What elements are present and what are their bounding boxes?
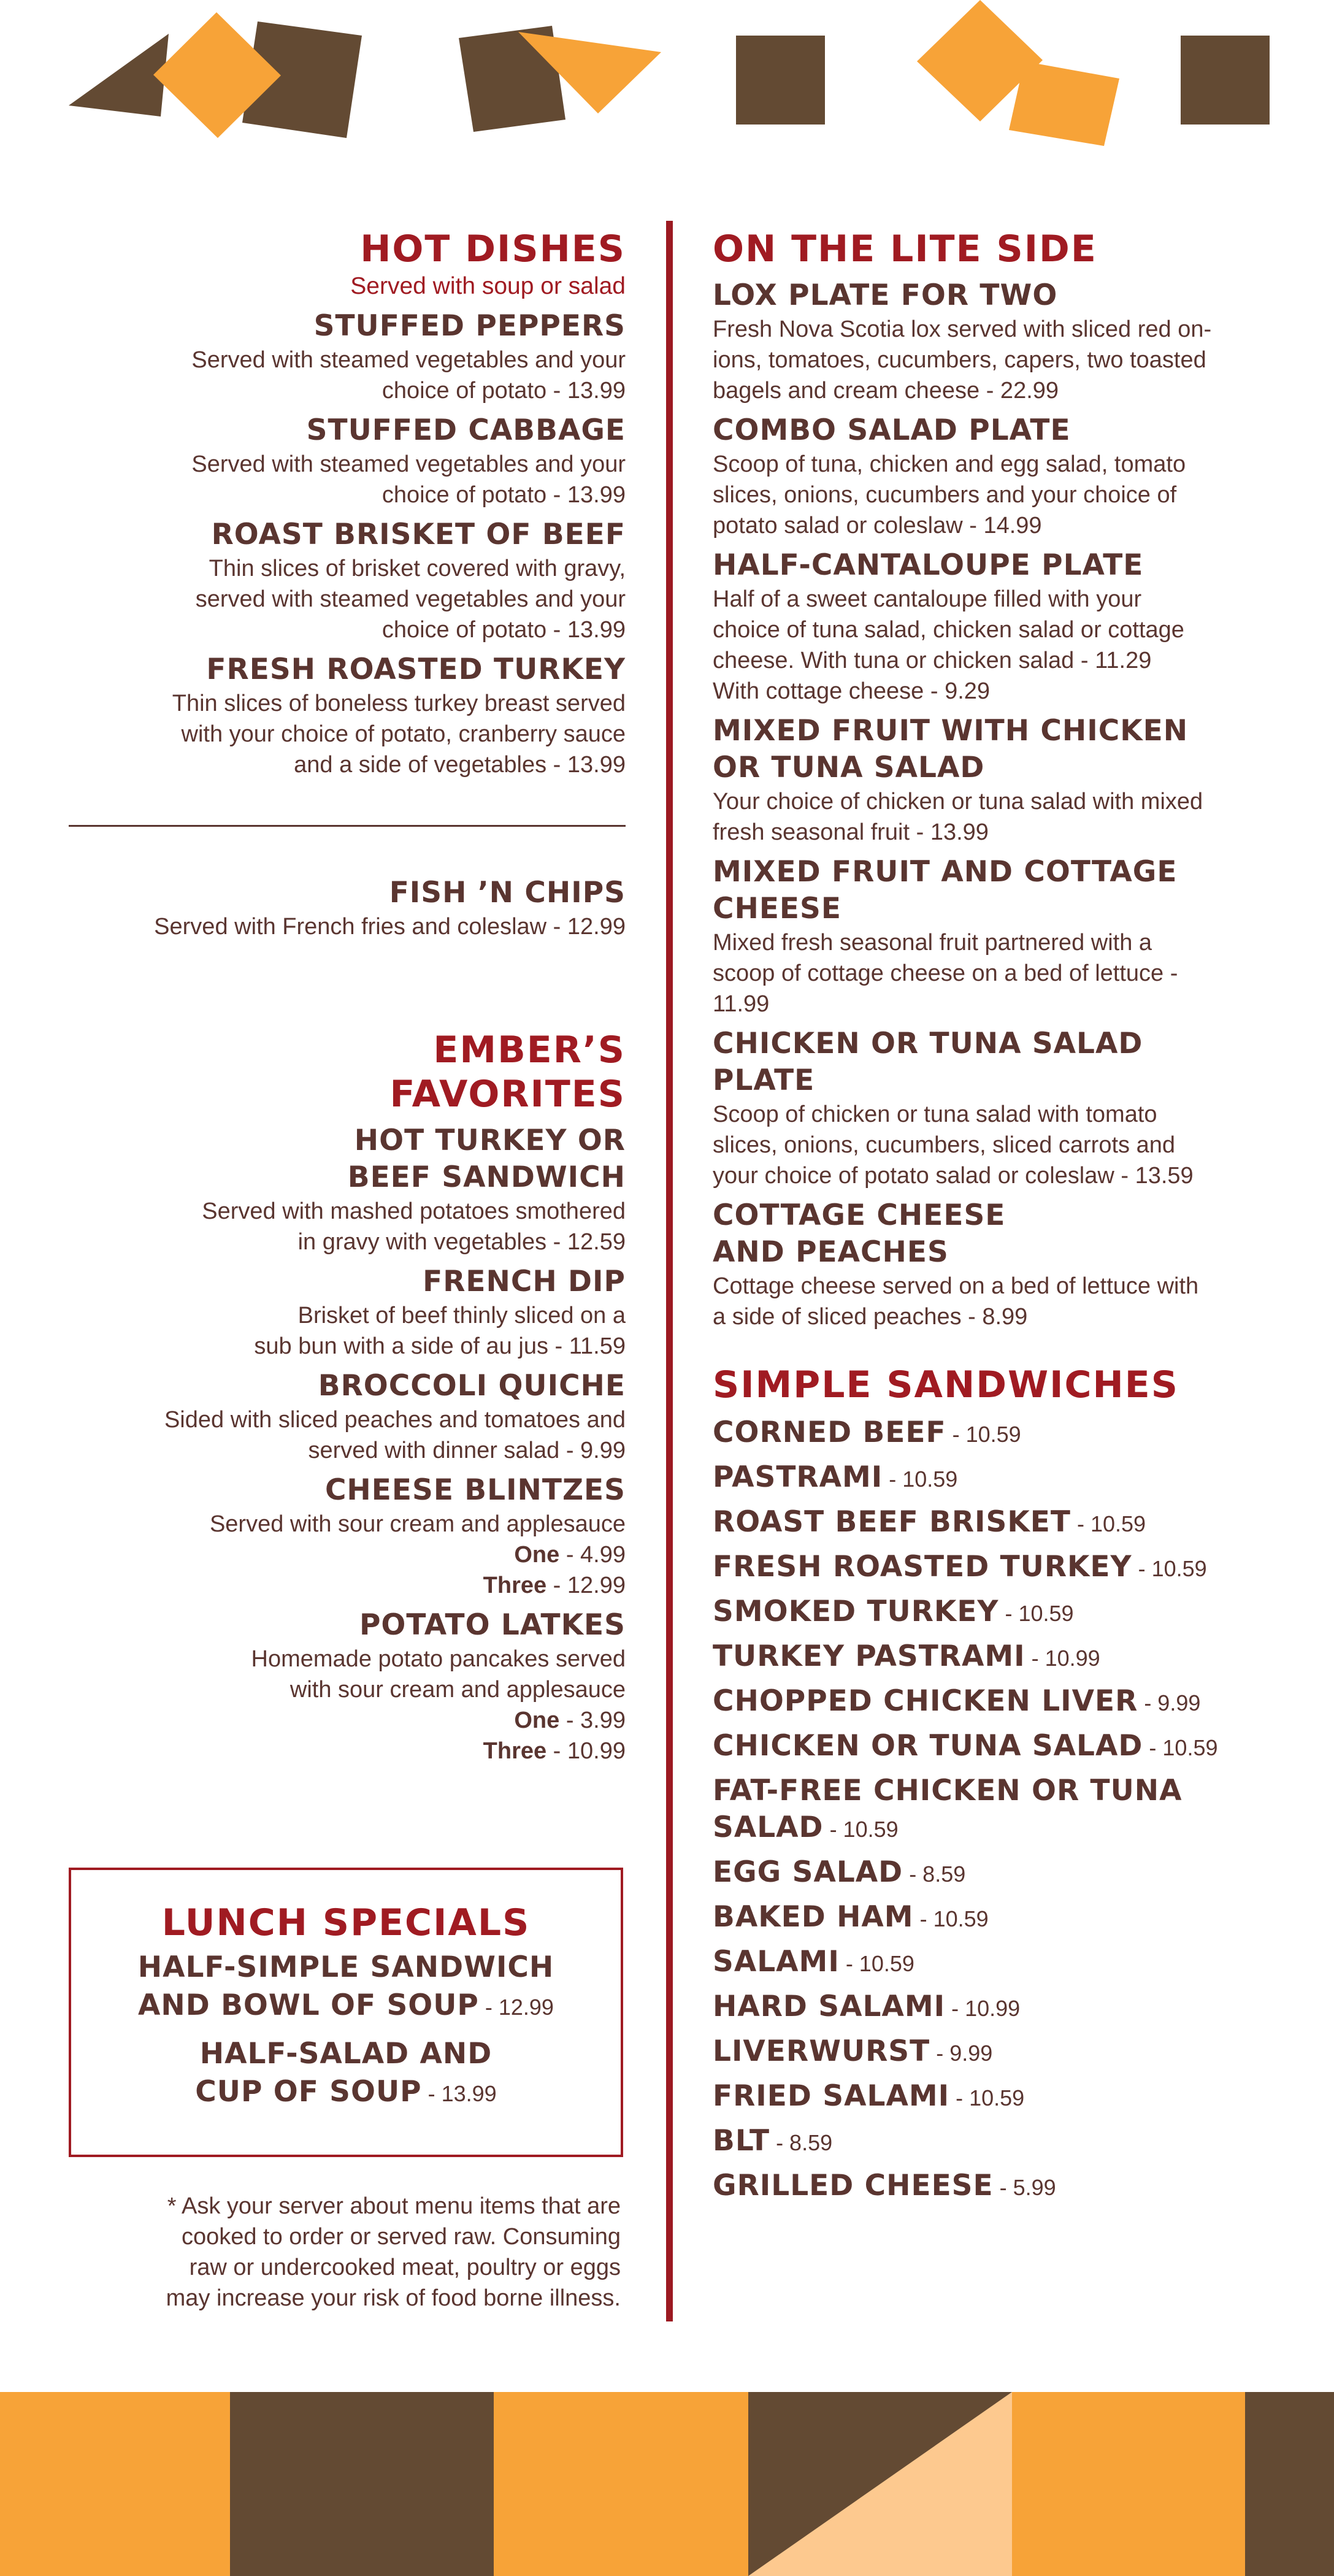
lunch-special-item: HALF-SIMPLE SANDWICH AND BOWL OF SOUP - 12.99	[137, 1950, 554, 2022]
hot-dishes-subtitle: Served with soup or salad	[350, 273, 626, 299]
top-decorative-shapes	[0, 0, 1334, 159]
item-description: Thin slices of boneless turkey breast served with your choice of potato, cranberry sauce and a side of vegetables - 13.99	[172, 691, 626, 778]
item-description: Served with sour cream and applesauce One - 4.99 Three - 12.99	[69, 1509, 626, 1601]
band-orange-block	[494, 2392, 748, 2576]
sandwich-item: EGG SALAD - 8.59	[713, 1855, 966, 1889]
sandwich-item: TURKEY PASTRAMI - 10.99	[713, 1639, 1100, 1673]
horizontal-divider	[69, 825, 626, 827]
sandwich-item: ROAST BEEF BRISKET - 10.59	[713, 1505, 1146, 1539]
menu-item	[713, 1197, 1252, 1332]
menu-item	[713, 547, 1252, 707]
menu-item	[713, 412, 1252, 541]
band-orange-block	[1012, 2392, 1245, 2576]
sandwich-item: CHOPPED CHICKEN LIVER - 9.99	[713, 1684, 1201, 1718]
menu-item	[69, 1263, 626, 1362]
item-name: HOT TURKEY OR BEEF SANDWICH	[347, 1124, 626, 1194]
item-description: Brisket of beef thinly sliced on a sub bun with a side of au jus - 11.59	[254, 1303, 626, 1359]
price-option: One - 4.99	[514, 1542, 626, 1568]
menu-item	[69, 1122, 626, 1257]
item-description: Served with French fries and coleslaw - 12.99	[154, 914, 626, 940]
band-brown-block	[1245, 2392, 1334, 2576]
item-name: STUFFED CABBAGE	[306, 413, 626, 447]
allergy-note: * Ask your server about menu items that are cooked to order or served raw. Consuming raw or undercooked meat, poultry or eggs may increase your risk of food borne illness.	[166, 2193, 621, 2311]
sandwich-item: BLT - 8.59	[713, 2124, 833, 2158]
lunch-specials-box	[69, 1868, 623, 2157]
menu-item	[69, 516, 626, 645]
menu-item	[713, 854, 1252, 1019]
deco-square	[736, 36, 825, 125]
embers-favorites-section	[69, 1028, 626, 1766]
price-option: Three - 10.99	[483, 1738, 626, 1764]
item-name: STUFFED PEPPERS	[313, 309, 626, 343]
menu-item	[713, 713, 1252, 848]
item-description: Served with steamed vegetables and your choice of potato - 13.99	[191, 451, 626, 508]
sandwich-item: FRESH ROASTED TURKEY - 10.59	[713, 1550, 1207, 1584]
menu-item	[69, 651, 626, 780]
embers-title: EMBER’S FAVORITES	[389, 1029, 626, 1116]
price-option: One - 3.99	[514, 1708, 626, 1733]
sandwich-item: SALAMI - 10.59	[713, 1945, 914, 1979]
hot-dishes-section	[69, 227, 626, 780]
menu-item	[69, 412, 626, 510]
item-description: Sided with sliced peaches and tomatoes and served with dinner salad - 9.99	[164, 1407, 626, 1463]
item-description: Scoop of tuna, chicken and egg salad, tomato slices, onions, cucumbers and your choice of potato salad or coleslaw - 14.99	[713, 451, 1186, 539]
sandwich-item: CORNED BEEF - 10.59	[713, 1416, 1021, 1449]
item-name: MIXED FRUIT AND COTTAGE CHEESE	[713, 855, 1178, 926]
menu-item	[713, 1025, 1252, 1191]
menu-item	[69, 1607, 626, 1766]
item-description: Mixed fresh seasonal fruit partnered with a scoop of cottage cheese on a bed of lettuce - 11.99	[713, 930, 1178, 1017]
item-description: Scoop of chicken or tuna salad with tomato slices, onions, cucumbers, sliced carrots and your choice of potato salad or coleslaw - 13.59	[713, 1102, 1194, 1189]
item-name: FRENCH DIP	[423, 1265, 626, 1298]
menu-item	[713, 277, 1252, 406]
lite-side-title: ON THE LITE SIDE	[713, 228, 1097, 270]
price-option: Three - 12.99	[483, 1573, 626, 1598]
sandwich-list	[713, 1414, 1252, 2206]
item-description: Served with steamed vegetables and your choice of potato - 13.99	[191, 347, 626, 404]
item-name: ROAST BRISKET OF BEEF	[211, 518, 626, 551]
menu-item	[69, 1472, 626, 1601]
item-description: Served with mashed potatoes smothered in gravy with vegetables - 12.59	[202, 1198, 626, 1255]
item-description: Homemade potato pancakes served with sour cream and applesauce One - 3.99 Three - 10.99	[69, 1644, 626, 1766]
sandwich-item: FRIED SALAMI - 10.59	[713, 2079, 1025, 2113]
item-name: COTTAGE CHEESE AND PEACHES	[713, 1198, 1006, 1269]
deco-square	[1181, 36, 1270, 125]
hot-dishes-title: HOT DISHES	[360, 228, 626, 270]
lunch-special-item: HALF-SALAD AND CUP OF SOUP - 13.99	[195, 2037, 497, 2109]
item-description: Half of a sweet cantaloupe filled with your choice of tuna salad, chicken salad or cottage cheese. With tuna or chicken salad - 11.29 With cottage cheese - 9.29	[713, 586, 1184, 704]
item-name: LOX PLATE FOR TWO	[713, 278, 1058, 312]
menu-item	[69, 1368, 626, 1466]
center-divider	[666, 221, 673, 2321]
item-name: FISH ’N CHIPS	[389, 876, 626, 910]
sandwich-item: FAT-FREE CHICKEN OR TUNA SALAD - 10.59	[713, 1774, 1183, 1844]
sandwich-item: PASTRAMI - 10.59	[713, 1460, 958, 1494]
item-description: Thin slices of brisket covered with gravy, served with steamed vegetables and your choice of potato - 13.99	[195, 556, 626, 643]
item-name: CHEESE BLINTZES	[324, 1473, 626, 1507]
sandwich-item: BAKED HAM - 10.59	[713, 1900, 989, 1934]
item-name: MIXED FRUIT WITH CHICKEN OR TUNA SALAD	[713, 714, 1189, 784]
item-description: Cottage cheese served on a bed of lettuce with a side of sliced peaches - 8.99	[713, 1273, 1199, 1330]
band-orange-block	[0, 2392, 230, 2576]
sandwich-item: LIVERWURST - 9.99	[713, 2034, 993, 2068]
sandwich-item: SMOKED TURKEY - 10.59	[713, 1595, 1074, 1628]
lunch-specials-title: LUNCH SPECIALS	[161, 1901, 531, 1944]
band-brown-block	[230, 2392, 494, 2576]
fish-section	[69, 875, 626, 942]
item-name: FRESH ROASTED TURKEY	[206, 653, 626, 686]
sandwich-item: GRILLED CHEESE - 5.99	[713, 2169, 1056, 2202]
bottom-decorative-band	[0, 2392, 1334, 2576]
sandwich-item: CHICKEN OR TUNA SALAD - 10.59	[713, 1729, 1218, 1763]
item-description: Fresh Nova Scotia lox served with sliced red on- ions, tomatoes, cucumbers, capers, two toasted bagels and cream cheese - 22.99	[713, 316, 1212, 404]
item-name: BROCCOLI QUICHE	[318, 1369, 626, 1403]
sandwich-item: HARD SALAMI - 10.99	[713, 1990, 1021, 2023]
item-name: COMBO SALAD PLATE	[713, 413, 1071, 447]
simple-sandwiches-title: SIMPLE SANDWICHES	[713, 1363, 1179, 1406]
right-column	[713, 227, 1252, 2212]
item-name: POTATO LATKES	[359, 1608, 626, 1642]
menu-item	[69, 308, 626, 406]
item-name: CHICKEN OR TUNA SALAD PLATE	[713, 1027, 1143, 1097]
item-description: Your choice of chicken or tuna salad with mixed fresh seasonal fruit - 13.99	[713, 789, 1203, 845]
item-name: HALF-CANTALOUPE PLATE	[713, 548, 1144, 582]
